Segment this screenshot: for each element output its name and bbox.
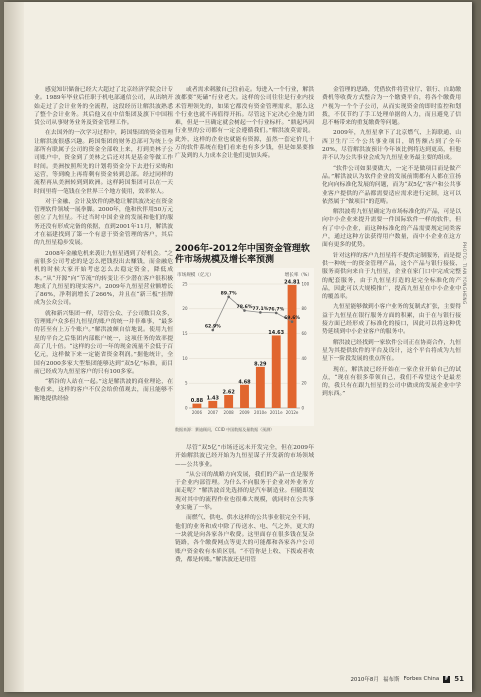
bar-2007 [208,401,217,408]
growth-rate-label: 69.6% [284,316,301,322]
paragraph: 或者需求刺激自己往前走。每进入一个行业，解洪波都要“死磕”行业老大。这样的公司往往是行业内技术管理领先的，如果它都没有资金管理需求，那么这个行业也就不再值得开拓。尽管这下定决心全施力团难，但是一旦确定就会树起一个行业标杆。“鼎起玛因行业里的公司都有一定会遵循我们。”解洪波莫需说。此外，这样的企业也就能有资源，虽然一套定价几十万的软件系统在他们看来也有多少钱，但是如果要推广及到的人力成本会让他们更加头疼。 [175,87,314,160]
y-tick-left: 20 [182,306,188,312]
x-tick-label: 2010e [254,410,267,415]
bar-value-label: 14.63 [268,329,285,336]
x-tick-label: 2008 [223,410,234,415]
paragraph: 对于金融、会计及软件的熟稔让解洪波决定在资金管理软件领域一展拳脚。2000年，他和伙伴用50万元创立了九恒星。不过当时中国企业的发展和他们的服务还没有形成完备的依据，直到2001年11月，解洪波才在福建找到了第一个有意于资金管理的客户，其后的九恒星稳步发展。 [34,198,173,247]
bar-value-label: 8.29 [254,361,267,368]
chart-plot [175,268,314,426]
bar-2010e [256,367,265,408]
article-column-2-top [175,86,314,160]
article-column-2-bottom [175,444,314,676]
x-tick-label: 2007 [207,410,218,415]
bar-value-label: 2.62 [222,389,235,396]
paragraph: 针对这样的客户九恒星将不提供定制服务，而是提供一种统一的资金管理产品，这个产品与银行接接、服务商供向来自于九恒星，企业在家门口中完成完整的配套服务，由于九恒星打造的是完全标准化的产品，因此可以大规模推广，提高九恒星在中小企业中的覆盖率。 [322,252,461,301]
paragraph: 尽管“双5亿”市场还远未开发完全，但在2009年开始解洪波已经开始为九恒星谋子开发新的市场领域——公共事业。 [175,445,314,468]
growth-rate-label: 89.7% [220,291,237,297]
growth-rate-label: 62.9% [204,324,221,330]
y-tick-right: 100 [301,281,310,287]
y-tick-left: 0 [184,405,188,411]
paragraph: 在去国外的一次学习过程中，跨国集团的资金管理让解洪波很感兴趣。跨国集团的财务总部可为统上全部所有联属子公司的资金全部收上来，打到美林子公司账户中，资金到了美林之后还对其是基金等做工作时间。美洲按照所先的计划将资金分下去进行采购和运营，等到晚上再将剩有资金转到总部。经过同样的流程再从美洲转到到欧洲。这样跨国集团可以在一天时间里将一笔钱在全世界三个地方使用，效率惊人。 [34,130,173,195]
bar-value-label: 4.68 [238,379,251,386]
y-tick-left: 25 [182,281,188,287]
bar-value-label: 1.43 [206,395,219,402]
page-spine [4,2,24,692]
y-tick-right: 0 [301,405,305,411]
y-axis-label-left: 市场规模（亿元） [177,273,214,278]
bar-value-label: 0.88 [190,398,204,405]
paragraph: 2008年金融危机来袭让九恒星遇到了好机会。“之前很多公司考虑的是怎么把钱投出去赚钱，而金融危机的时候大家开始考虑怎么去稳定资金，降低成本。”从“开源”向“节流”的转变让不少潜在客户很积极地成了九恒星的现实客户。2009年九恒星营业额增长了86%，净利润增长了266%，并且在“新三板”挂牌成为公众公司。 [34,250,173,307]
x-tick-label: 2006 [191,410,203,415]
paragraph: 2009年，九恒星拿下了北京燃气、上海联通、山西卫生厅三个公共事业项目，销售额占到了全年20%，尽管解洪波预计今年该比例将达到更高，但他并不认为公共事业会成为九恒星业务最主要的组成。 [322,130,461,162]
page-footer [304,674,464,684]
chart-title: 2006年-2012年中国资金管理软件市场规模及增长率预测 [175,244,310,265]
paragraph: 解洪波将九恒星确定为市场标准化的产品，可是以向中小企业来提升需要一件国际软件一样的软件，但有了中小企业，而这种标准化的产品需要规定同类客户，通过这种方法获得用户数量，而中小企业在这方面有更多的优势。 [322,209,461,249]
y-tick-right: 40 [301,355,307,361]
y-axis-label-right: 增长率（%） [284,273,312,278]
y-tick-right: 60 [301,331,307,336]
article-column-3 [322,86,461,676]
paragraph: 而燃气、供电、供水这样的公共事业很完全不同，他们的业务和成中除了传送水、电、气之外，更大的一块就是向各家各户收费。这里面存在很多钱在复杂链路，各个缴费网点等更大的可能都和各家各户公司账户资金收有本质区别。“不管你是上收、下拨或者收费，都是转账。”解洪波还是用管 [175,515,314,563]
growth-rate-label: 77.1% [252,306,269,312]
paragraph: 金管理的思路，凭借软件将营业厅、银行、自助缴费机等收费方式整合为一个缴费平台，将各个缴费用户视为一个个子公司，从而实现资金的即时监控和划拨，不仅节约了手工处理单据的人力，而且避免了信息不畅带来的重复缴费等问题。 [322,87,461,127]
y-tick-left: 10 [182,355,188,361]
article-column-1 [34,86,173,676]
bar-2006 [192,404,201,408]
y-tick-left: 15 [182,331,188,336]
photo-credit: PHOTO: TIAN YONGHENG [462,242,467,305]
paragraph: 就和新兴集团一样，尽管公众、子公司数目众多，管理账户众多但九恒星的账户的统一并非难事，“最多的甚至有上万个账户。”解洪波颇自信地说。使用九恒星的平台之后集团内部账户统一，这项任务的效率提高了几十倍。“这样的公司一年的现金流量不会低于百亿元，这样做下来一定能省资金利润。”据他统计，全国有2000多家大型集团能够达到“双5亿”标准，而目前已经成为九恒星客户的只有100多家。 [34,310,173,375]
magazine-name-en: Forbes China [403,676,440,682]
bar-2008 [224,395,233,408]
paragraph: 感觉知识储备已经大大超过了北京经济学院会计专业。1989年毕业后任职于机电部通信公司，从出纳开始走过了会计业务的全流程，这段经历让解洪波熟悉了整个会计业务。其后他又在中信集团及旗下中国租赁公司从事财务业务及资金管理工作。 [34,87,173,127]
x-tick-label: 2009 [239,410,250,415]
page-number: 51 [454,675,464,683]
y-tick-left: 5 [184,380,188,386]
x-tick-label: 2012e [285,410,299,415]
forbes-logo-icon: F [445,675,449,682]
paragraph: “从公司的战略方向发展，我们的产品一直是服务于企业内部管理。为什么不向服务于企业对外业务方面走呢？”解洪波首先选择的是汽车制造业。但随即发现对其中的流程作业也很难大规模，就同时在公共事业实施了一举。 [175,471,314,512]
y-tick-right: 20 [301,380,307,386]
chart-source: 数据来源：赛迪顾问，CCID 中国数据及量数据（预测） [175,427,275,432]
bar-value-label: 24.81 [284,279,300,286]
magazine-page [4,2,472,692]
bar-2012e [288,285,297,408]
magazine-name-cn: 福布斯 [382,677,400,683]
issue-date: 2010年8月 [350,677,379,683]
bar-2009 [240,385,249,408]
x-tick-label: 2011e [269,410,283,415]
paragraph: 现在，解洪波已经开始在一家企业开始自己的试点，“现在有很多带领自己，我们不希望这个是最差的，我只有在跟九恒星的公司中做成的发展企业中学到东西。” [322,366,461,398]
paragraph: “软件公司如果要做大，一定不是做项目而是做产品。”解洪波认为软件企业的发展前期都有人都在宣扬化向向标准化发展的问题，而为“双5亿”客户和公共事业客户提供的产品都需要适应需求进行定制，这可以依然属于“做项目”的范畴。 [322,165,461,205]
growth-rate-label: 78.6% [236,305,253,311]
paragraph: 九恒星能够做到小客户业务的复制式扩张，主要得益于九恒星在银行服务方面的积累，由于在与银行接接方面已经形成了标准化的接口，因此可以将这种优势延续到中小企业客户的服务中。 [322,304,461,336]
bar-2011e [272,335,281,408]
paragraph: “稻谷的人站在一起。”这是解洪波的商业理论，在他看来，这样的客户不仅会给价值观去，而且能够不断地提供经验 [34,379,173,402]
growth-rate-label: 76.7% [268,307,285,313]
market-size-chart [175,244,314,438]
y-tick-right: 80 [301,306,307,312]
paragraph: 解洪波已经找到一家软件公司正在协商合作，九恒星为其提供软件的平台及设计，这个平台将成为九恒星下一阶段发展的重点所在。 [322,339,461,363]
